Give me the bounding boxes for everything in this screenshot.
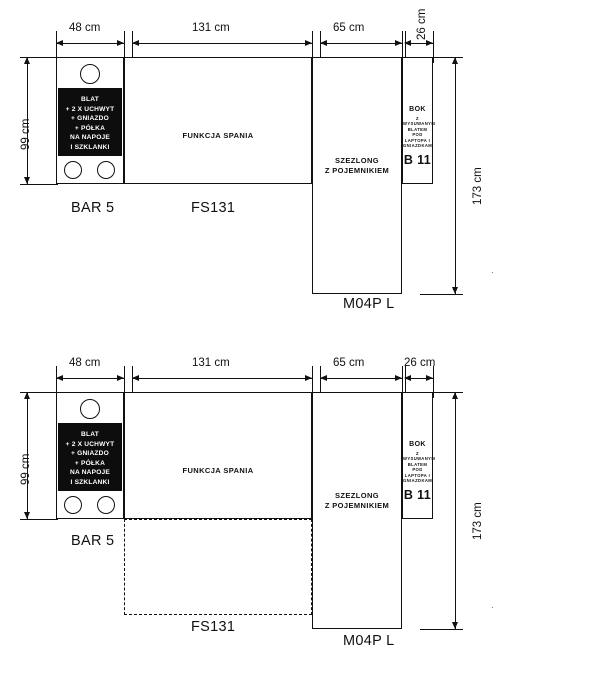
dim-label-side-width: 26 cm — [404, 357, 436, 369]
dim-tick — [420, 294, 463, 295]
dim-arrow-down — [24, 177, 30, 184]
dim-line-chaise-width — [320, 43, 402, 44]
dim-line-chaise-width — [320, 378, 402, 379]
dim-arrow-up — [452, 392, 458, 399]
sleep-module-label: FUNKCJA SPANIA — [182, 131, 254, 140]
dim-line-sleep-width — [132, 378, 312, 379]
bar-text-line-6: I SZKLANKI — [70, 478, 110, 486]
chaise-module[interactable] — [312, 392, 402, 629]
dim-arrow-left — [56, 40, 63, 46]
dim-arrow-left — [320, 40, 327, 46]
dim-arrow-right — [426, 375, 433, 381]
dim-label-bar-width: 48 cm — [69, 357, 101, 369]
dim-arrow-right — [395, 40, 402, 46]
dim-line-bar-width — [56, 378, 124, 379]
dim-tick — [433, 392, 463, 393]
bar-top-circle-icon — [80, 399, 100, 419]
part-name-sleep: FS131 — [191, 619, 236, 635]
bar-bottom-right-circle-icon — [97, 161, 115, 179]
dim-tick — [433, 57, 463, 58]
dim-tick — [20, 519, 58, 520]
dim-label-chaise-width: 65 cm — [333, 22, 365, 34]
dim-label-bar-width: 48 cm — [69, 22, 101, 34]
bar-bottom-left-circle-icon — [64, 496, 82, 514]
dim-arrow-up — [24, 392, 30, 399]
dim-arrow-right — [117, 375, 124, 381]
dim-tick — [433, 366, 434, 398]
side-module-title: BOK — [409, 441, 426, 448]
dim-line-total-depth — [455, 392, 456, 629]
part-name-chaise: M04P L — [343, 296, 395, 312]
dim-tick — [20, 184, 58, 185]
bar-text-line-5: NA NAPOJE — [69, 134, 111, 142]
dim-line-bar-width — [56, 43, 124, 44]
dim-arrow-left — [132, 40, 139, 46]
dim-tick — [420, 629, 463, 630]
stray-mark: · — [491, 268, 494, 277]
dim-arrow-left — [56, 375, 63, 381]
bar-text-line-6: I SZKLANKI — [70, 143, 110, 151]
dim-arrow-right — [117, 40, 124, 46]
dim-label-chaise-width: 65 cm — [333, 357, 365, 369]
sleep-module[interactable] — [124, 392, 312, 519]
bar-text-line-5: NA NAPOJE — [69, 469, 111, 477]
part-name-bar: BAR 5 — [71, 200, 115, 216]
chaise-module-label-line2: Z POJEMNIKIEM — [324, 501, 390, 510]
side-module-title: BOK — [409, 106, 426, 113]
dim-arrow-left — [132, 375, 139, 381]
bar-text-line-2: + 2 X UCHWYT — [65, 105, 115, 113]
dim-label-total-depth: 173 cm — [472, 502, 484, 540]
dim-arrow-right — [305, 375, 312, 381]
dim-arrow-down — [452, 622, 458, 629]
dim-line-sleep-width — [132, 43, 312, 44]
bar-text-line-4: + PÓŁKA — [74, 459, 106, 467]
dim-tick — [433, 31, 434, 63]
bar-text-line-3: + GNIAZDO — [71, 115, 109, 123]
dim-arrow-left — [320, 375, 327, 381]
dim-tick — [20, 57, 58, 58]
dim-label-side-width: 26 cm — [416, 8, 428, 40]
bar-text-line-2: + 2 X UCHWYT — [65, 440, 115, 448]
dim-line-total-depth — [455, 57, 456, 294]
bar-text-line-3: + GNIAZDO — [71, 450, 109, 458]
side-module-subtitle: Z WYSUWANYM BLATEM POD LAPTOPA I GNIAZDKAMI — [403, 116, 436, 149]
dim-arrow-right — [395, 375, 402, 381]
bar-bottom-left-circle-icon — [64, 161, 82, 179]
side-module-subtitle: Z WYSUWANYM BLATEM POD LAPTOPA I GNIAZDKAMI — [403, 451, 436, 484]
diagram-bottom — [0, 345, 600, 690]
dim-arrow-up — [452, 57, 458, 64]
bar-bottom-right-circle-icon — [97, 496, 115, 514]
bar-text-line-1: BLAT — [81, 431, 99, 438]
part-name-sleep: FS131 — [191, 200, 236, 216]
dim-label-total-depth: 173 cm — [472, 167, 484, 205]
dim-tick — [20, 392, 58, 393]
bar-text-line-4: + PÓŁKA — [74, 124, 106, 132]
dim-arrow-down — [24, 512, 30, 519]
dim-arrow-right — [426, 40, 433, 46]
dim-label-bar-height: 99 cm — [20, 118, 32, 150]
dim-arrow-down — [452, 287, 458, 294]
chaise-module[interactable] — [312, 57, 402, 294]
dim-arrow-up — [24, 57, 30, 64]
sleep-module-unfolded-area — [124, 519, 312, 615]
bar-panel-text — [58, 95, 122, 152]
part-name-chaise: M04P L — [343, 633, 395, 649]
chaise-module-label-line2: Z POJEMNIKIEM — [324, 166, 390, 175]
dim-label-bar-height: 99 cm — [20, 453, 32, 485]
side-module-code: B 11 — [403, 153, 432, 167]
sleep-module-label: FUNKCJA SPANIA — [182, 466, 254, 475]
bar-text-line-1: BLAT — [81, 96, 99, 103]
chaise-module-label-line1: SZEZLONG — [334, 156, 380, 165]
side-module-code: B 11 — [403, 488, 432, 502]
dim-arrow-right — [305, 40, 312, 46]
bar-panel-text — [58, 430, 122, 487]
sleep-module[interactable] — [124, 57, 312, 184]
part-name-bar: BAR 5 — [71, 533, 115, 549]
dim-label-sleep-width: 131 cm — [192, 22, 230, 34]
bar-top-circle-icon — [80, 64, 100, 84]
chaise-module-label-line1: SZEZLONG — [334, 491, 380, 500]
dim-label-sleep-width: 131 cm — [192, 357, 230, 369]
stray-mark: · — [491, 603, 494, 612]
